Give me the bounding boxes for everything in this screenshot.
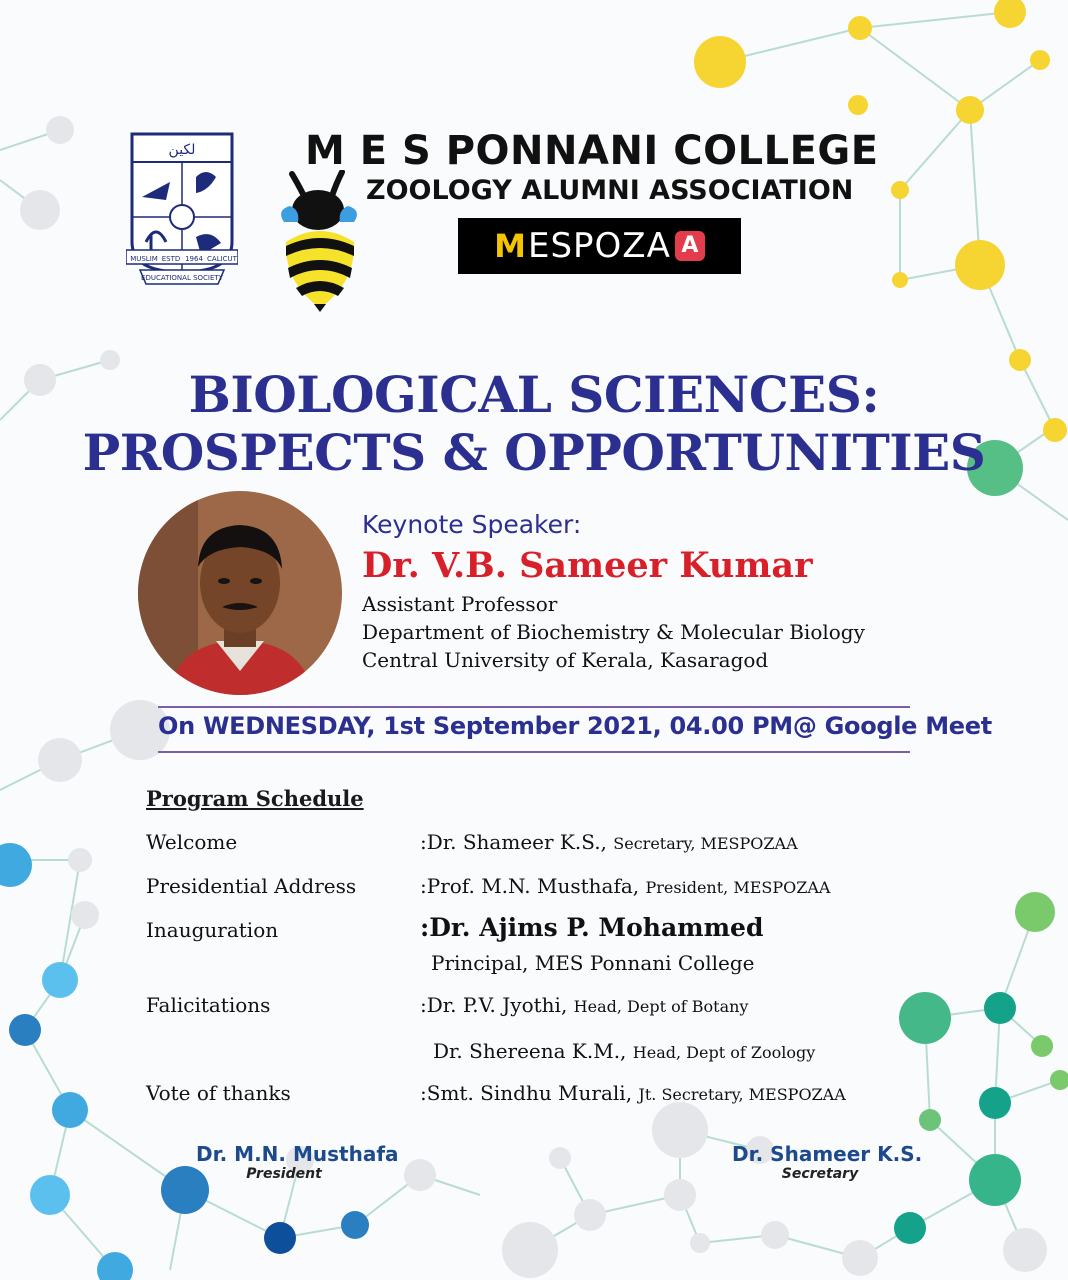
date-banner-bottom-rule bbox=[158, 751, 910, 753]
crest-top-text: لكين bbox=[168, 142, 196, 158]
bee-mascot-icon bbox=[280, 170, 360, 312]
keynote-label: Keynote Speaker: bbox=[362, 510, 582, 539]
date-banner-top-rule bbox=[158, 706, 910, 708]
inauguration-speaker: :Dr. Ajims P. Mohammed bbox=[420, 913, 764, 942]
association-name: ZOOLOGY ALUMNI ASSOCIATION bbox=[366, 175, 854, 206]
schedule-value-felicitation-2 bbox=[433, 1039, 815, 1063]
keynote-speaker-name: Dr. V.B. Sameer Kumar bbox=[362, 545, 813, 586]
welcome-role: Secretary, MESPOZAA bbox=[613, 834, 798, 853]
schedule-heading: Program Schedule bbox=[146, 786, 364, 811]
mespozaa-brand-logo bbox=[458, 218, 741, 274]
felicitation-1-role: Head, Dept of Botany bbox=[573, 997, 749, 1016]
president-role: President bbox=[246, 1166, 322, 1182]
event-title-line-2: PROSPECTS & OPPORTUNITIES bbox=[82, 423, 986, 482]
president-name: Dr. M.N. Musthafa bbox=[196, 1142, 399, 1166]
event-title-line-1: BIOLOGICAL SCIENCES: bbox=[188, 365, 880, 424]
secretary-name: Dr. Shameer K.S. bbox=[732, 1142, 923, 1166]
keynote-department: Department of Biochemistry & Molecular Biology bbox=[362, 620, 865, 644]
crest-muslim-text: MUSLIM bbox=[130, 255, 158, 263]
secretary-role: Secretary bbox=[781, 1166, 859, 1182]
signature-president bbox=[196, 1142, 399, 1182]
schedule-label-vote: Vote of thanks bbox=[146, 1081, 291, 1105]
schedule-value-felicitation-1 bbox=[420, 993, 748, 1017]
crest-society-text: EDUCATIONAL SOCIETY bbox=[141, 274, 223, 282]
college-name: M E S PONNANI COLLEGE bbox=[305, 128, 879, 174]
college-crest-logo bbox=[126, 122, 238, 300]
schedule-label-presidential: Presidential Address bbox=[146, 874, 357, 898]
felicitation-2-role: Head, Dept of Zoology bbox=[632, 1043, 816, 1062]
vote-speaker: :Smt. Sindhu Murali, bbox=[420, 1081, 639, 1105]
schedule-value-welcome bbox=[420, 830, 798, 854]
schedule-label-felicitations: Falicitations bbox=[146, 993, 271, 1017]
keynote-designation: Assistant Professor bbox=[362, 592, 558, 616]
schedule-value-presidential bbox=[420, 874, 830, 898]
welcome-speaker: :Dr. Shameer K.S., bbox=[420, 830, 614, 854]
brand-word: ESPOZA bbox=[527, 226, 671, 266]
vote-role: Jt. Secretary, MESPOZAA bbox=[638, 1085, 846, 1104]
felicitation-1-speaker: :Dr. P.V. Jyothi, bbox=[420, 993, 574, 1017]
crest-estd-text: ESTD bbox=[161, 255, 181, 263]
brand-m-letter: M bbox=[494, 227, 526, 265]
event-datetime: On WEDNESDAY, 1st September 2021, 04.00 PM@ Google Meet bbox=[158, 712, 992, 740]
brand-a-badge: A bbox=[675, 231, 705, 261]
felicitation-2-speaker: Dr. Shereena K.M., bbox=[433, 1039, 633, 1063]
keynote-institution: Central University of Kerala, Kasaragod bbox=[362, 648, 769, 672]
inauguration-role: Principal, MES Ponnani College bbox=[431, 951, 755, 975]
schedule-value-vote bbox=[420, 1081, 846, 1105]
crest-calicut-text: CALICUT bbox=[207, 255, 237, 263]
schedule-label-welcome: Welcome bbox=[146, 830, 238, 854]
schedule-label-inauguration: Inauguration bbox=[146, 918, 279, 942]
speaker-photo bbox=[138, 491, 342, 695]
presidential-role: President, MESPOZAA bbox=[645, 878, 831, 897]
presidential-speaker: :Prof. M.N. Musthafa, bbox=[420, 874, 646, 898]
signature-secretary bbox=[732, 1142, 923, 1182]
crest-year-text: 1964 bbox=[185, 255, 203, 263]
